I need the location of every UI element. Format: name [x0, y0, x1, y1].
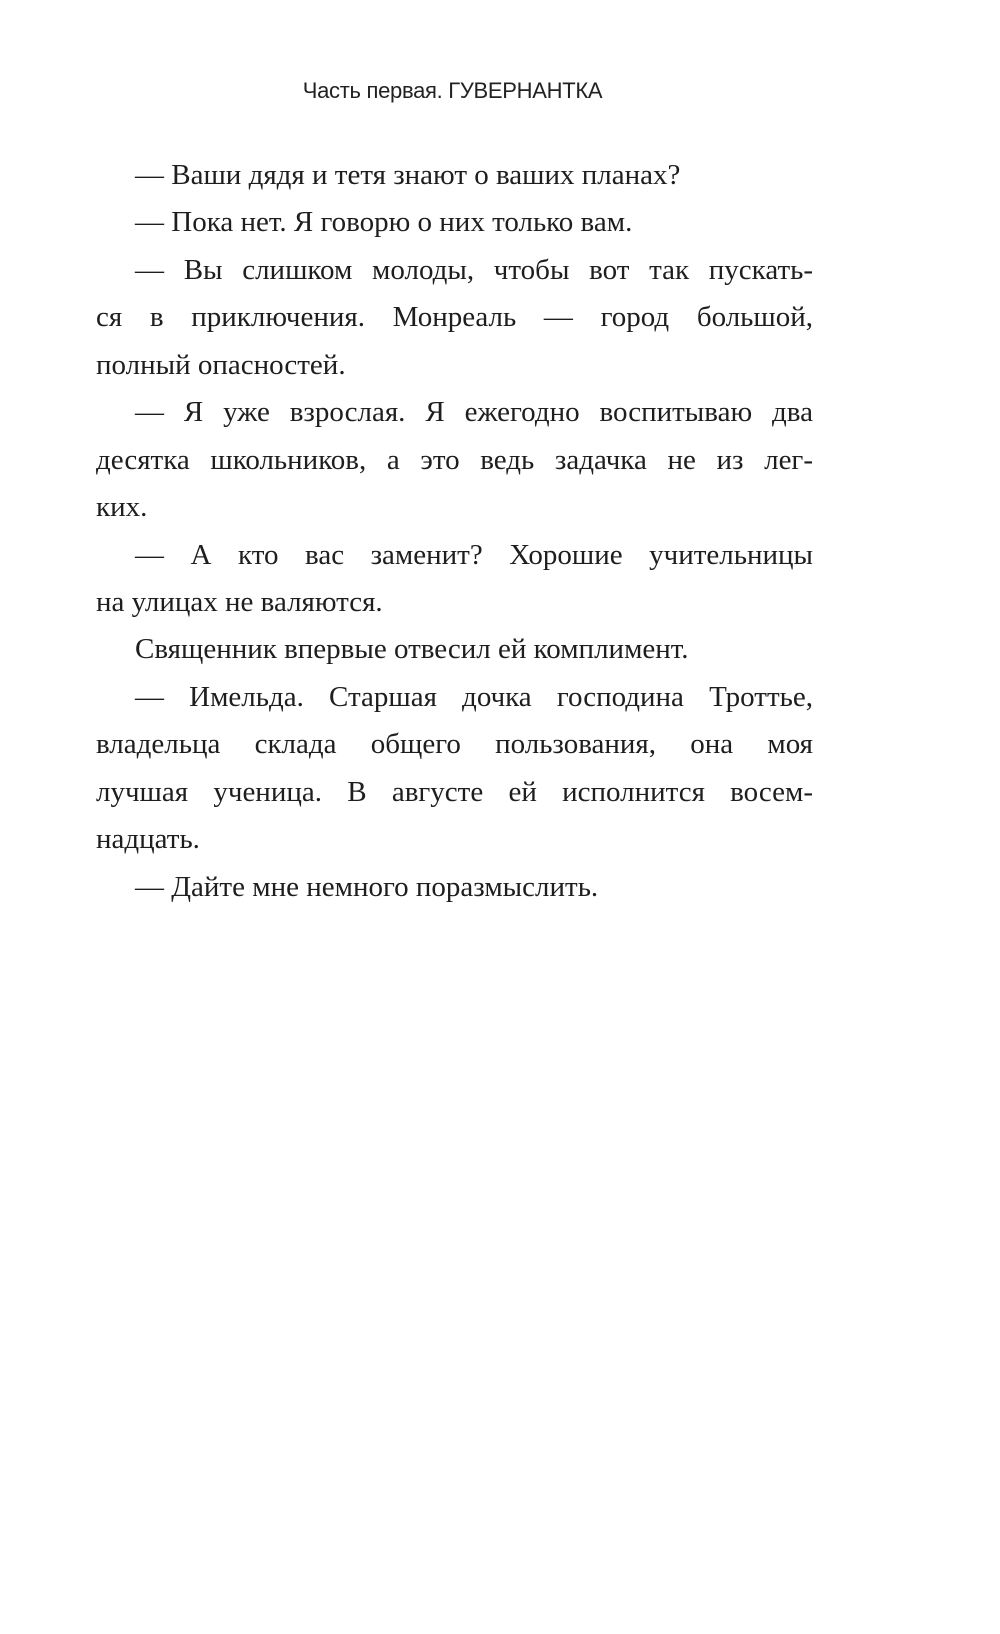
paragraph-7: [96, 674, 813, 864]
paragraph-5: [96, 532, 813, 627]
text-line: Священник впервые отвесил ей комплимент.: [135, 633, 689, 666]
paragraph-8: [96, 864, 813, 911]
text-line: — Пока нет. Я говорю о них только вам.: [135, 206, 633, 239]
text-line: — Я уже взрослая. Я ежегодно воспитываю два: [135, 396, 813, 429]
text-line: — А кто вас заменит? Хорошие учительницы: [135, 538, 813, 571]
paragraph-2: [96, 199, 813, 246]
text-line: владельца склада общего пользования, она моя: [96, 728, 813, 761]
running-header: Часть первая. ГУВЕРНАНТКА: [302, 78, 603, 103]
paragraph-1: [96, 152, 813, 199]
text-line: — Дайте мне немного поразмыслить.: [135, 870, 599, 903]
text-line: — Имельда. Старшая дочка господина Троттье,: [135, 680, 813, 713]
paragraph-3: [96, 247, 813, 389]
text-line: — Вы слишком молоды, чтобы вот так пускать-: [135, 253, 813, 286]
text-line: надцать.: [96, 823, 200, 856]
paragraph-6: [96, 626, 813, 673]
text-line: лучшая ученица. В августе ей исполнится восем-: [96, 775, 813, 808]
text-line: на улицах не валяются.: [96, 585, 383, 618]
paragraph-4: [96, 389, 813, 531]
text-line: ся в приключения. Монреаль — город большой,: [96, 301, 813, 334]
body-text: [96, 152, 813, 911]
text-line: полный опасностей.: [96, 348, 346, 381]
text-line: — Ваши дядя и тетя знают о ваших планах?: [135, 159, 681, 191]
text-line: ких.: [96, 491, 148, 524]
text-line: десятка школьников, а это ведь задачка не из лег-: [96, 443, 813, 476]
